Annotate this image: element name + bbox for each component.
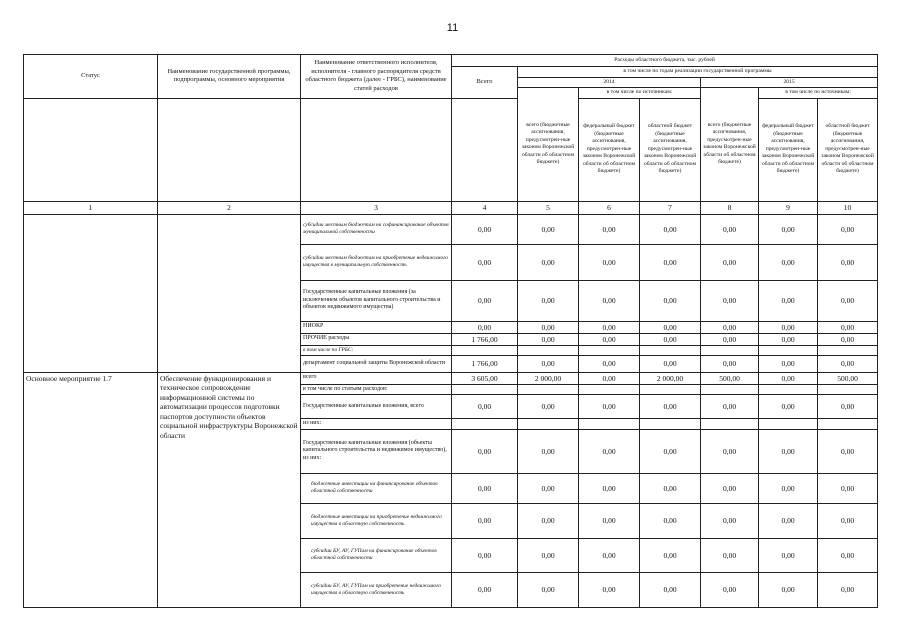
header-spacer [301,98,452,201]
value-cell: 0,00 [452,503,518,538]
value-cell: 0,00 [640,429,701,473]
row-label: всего [301,372,452,384]
value-cell: 0,00 [518,244,579,280]
value-cell: 0,00 [701,214,759,244]
header-year-2015: 2015 [701,77,878,88]
value-cell [759,419,818,430]
value-cell: 0,00 [579,395,640,419]
col-number: 6 [579,201,640,214]
row-label: в том числе по ГРБС: [301,345,452,355]
value-cell: 0,00 [518,395,579,419]
value-cell [452,419,518,430]
value-cell: 0,00 [579,355,640,372]
row-label: субсидии БУ, АУ, ГУПам на приобретение недвижимого имущества в областную собственность [301,572,452,607]
value-cell: 2 000,00 [640,372,701,384]
value-cell: 0,00 [701,429,759,473]
value-cell: 0,00 [518,503,579,538]
value-cell: 0,00 [452,473,518,503]
value-cell: 0,00 [759,429,818,473]
header-regional-2014: областной бюджет (бюджетные ассигнования, предусмотрен-ные законом Воронежской области об областном бюджете) [640,98,701,201]
header-spacer [24,98,158,201]
header-by-sources-2014: в том числе по источникам: [579,88,701,99]
header-spacer [452,98,518,201]
col-number: 9 [759,201,818,214]
header-status: Статус [24,55,158,99]
value-cell: 0,00 [818,538,878,572]
value-cell: 0,00 [579,333,640,345]
value-cell: 0,00 [640,395,701,419]
value-cell: 0,00 [452,214,518,244]
value-cell: 0,00 [818,572,878,607]
col-number: 3 [301,201,452,214]
table-row [24,214,878,244]
header-all-budget-2014: всего (бюджетные ассигнования, предусмотрен-ные законом Воронежской области об областном бюджете) [518,88,579,202]
value-cell: 0,00 [701,333,759,345]
value-cell: 0,00 [818,244,878,280]
value-cell: 0,00 [640,214,701,244]
header-regional-2015: областной бюджет (бюджетные ассигнования, предусмотрен-ные законом Воронежской области об областном бюджете) [818,98,878,201]
value-cell: 0,00 [640,244,701,280]
column-numbers-row [24,201,878,214]
value-cell: 0,00 [518,572,579,607]
value-cell [640,419,701,430]
value-cell [518,345,579,355]
value-cell [518,384,579,395]
row-label: ПРОЧИЕ расходы [301,333,452,345]
value-cell: 0,00 [818,333,878,345]
row-label: в том числе по статьям расходов: [301,384,452,395]
value-cell: 0,00 [759,473,818,503]
value-cell: 0,00 [518,473,579,503]
value-cell: 0,00 [818,473,878,503]
header-year-2014: 2014 [518,77,701,88]
value-cell: 0,00 [579,572,640,607]
value-cell: 0,00 [701,572,759,607]
row-label: субсидии местным бюджетам на приобретение недвижимого имущества в муниципальную собственность [301,244,452,280]
value-cell: 0,00 [518,429,579,473]
header-all-budget-2015: всего (бюджетные ассигнования, предусмотрен-ные законом Воронежской области об областном бюджете) [701,88,759,202]
header-by-years: в том числе по годам реализации государственной программы [518,67,878,78]
value-cell: 1 766,00 [452,355,518,372]
header-executor: Наименование ответственного исполнителя, исполнителя - главного распорядителя средств областного бюджета (далее - ГРБС), наименование статей расходов [301,55,452,99]
value-cell [452,345,518,355]
activity-status: Основное мероприятие 1.7 [24,372,158,607]
value-cell: 0,00 [759,214,818,244]
row-label: департамент социальной защиты Воронежской области [301,355,452,372]
value-cell: 0,00 [701,321,759,333]
row-label: бюджетные инвестиции на финансирование объектов областной собственности [301,473,452,503]
col-number: 5 [518,201,579,214]
header-by-sources-2015: в том числе по источникам: [759,88,878,99]
row-label: Государственные капитальные вложения, всего [301,395,452,419]
value-cell: 0,00 [579,244,640,280]
value-cell: 0,00 [518,321,579,333]
value-cell [759,345,818,355]
value-cell: 0,00 [640,473,701,503]
value-cell: 0,00 [518,538,579,572]
value-cell: 0,00 [701,473,759,503]
value-cell: 0,00 [759,372,818,384]
value-cell [579,384,640,395]
value-cell: 0,00 [452,321,518,333]
col-number: 4 [452,201,518,214]
value-cell: 0,00 [452,280,518,321]
value-cell [818,384,878,395]
value-cell: 0,00 [759,538,818,572]
value-cell: 0,00 [818,321,878,333]
value-cell: 0,00 [759,503,818,538]
value-cell: 0,00 [759,395,818,419]
value-cell: 0,00 [701,395,759,419]
col-number: 1 [24,201,158,214]
name-cell-empty [158,214,301,372]
value-cell: 0,00 [759,244,818,280]
value-cell [452,384,518,395]
budget-table [23,54,878,608]
row-label: Государственные капитальные вложения (за исключением объектов капитального строительства и объектов недвижимого имущества) [301,280,452,321]
status-cell-empty [24,214,158,372]
value-cell: 0,00 [518,214,579,244]
value-cell: 1 766,00 [452,333,518,345]
value-cell: 0,00 [759,572,818,607]
value-cell: 0,00 [579,503,640,538]
value-cell: 0,00 [640,538,701,572]
value-cell: 0,00 [818,503,878,538]
value-cell: 0,00 [759,321,818,333]
value-cell: 0,00 [701,355,759,372]
value-cell [640,345,701,355]
value-cell [579,419,640,430]
value-cell: 0,00 [579,372,640,384]
value-cell [640,384,701,395]
value-cell: 0,00 [818,280,878,321]
value-cell [759,384,818,395]
value-cell: 0,00 [518,333,579,345]
value-cell: 0,00 [818,355,878,372]
value-cell: 0,00 [640,503,701,538]
value-cell: 0,00 [818,429,878,473]
table-row [24,372,878,384]
value-cell: 0,00 [640,321,701,333]
row-label: из них: [301,419,452,430]
value-cell: 0,00 [818,395,878,419]
col-number: 7 [640,201,701,214]
value-cell: 0,00 [579,321,640,333]
row-label: Государственные капитальные вложения (объекты капитального строительства и недвижимое имущество), из них: [301,429,452,473]
row-label: НИОКР [301,321,452,333]
value-cell: 0,00 [640,572,701,607]
value-cell: 0,00 [579,214,640,244]
col-number: 10 [818,201,878,214]
value-cell: 0,00 [452,538,518,572]
value-cell: 500,00 [701,372,759,384]
header-spacer [158,98,301,201]
value-cell [701,384,759,395]
value-cell: 0,00 [640,280,701,321]
col-number: 2 [158,201,301,214]
value-cell: 0,00 [701,503,759,538]
value-cell: 0,00 [701,280,759,321]
value-cell: 500,00 [818,372,878,384]
value-cell [518,419,579,430]
value-cell: 0,00 [452,572,518,607]
value-cell: 0,00 [579,429,640,473]
value-cell [579,345,640,355]
value-cell: 0,00 [759,333,818,345]
row-label: бюджетные инвестиции на приобретение недвижимого имущества в областную собственность [301,503,452,538]
row-label: субсидии БУ, АУ, ГУПам на финансирование объектов областной собственности [301,538,452,572]
value-cell: 0,00 [518,355,579,372]
header-program-name: Наименование государственной программы, подпрограммы, основного мероприятия [158,55,301,99]
value-cell: 0,00 [579,538,640,572]
value-cell: 0,00 [579,280,640,321]
value-cell: 0,00 [640,355,701,372]
value-cell: 0,00 [452,395,518,419]
header-total: Всего [452,67,518,99]
header-federal-2014: федеральный бюджет (бюджетные ассигнования, предусмотрен-ные законом Воронежской области об областном бюджете) [579,98,640,201]
page-number: 11 [446,22,459,34]
value-cell: 0,00 [640,333,701,345]
header-federal-2015: федеральный бюджет (бюджетные ассигнования, предусмотрен-ные законом Воронежской области об областном бюджете) [759,98,818,201]
value-cell: 3 605,00 [452,372,518,384]
value-cell: 0,00 [701,244,759,280]
value-cell: 0,00 [701,538,759,572]
value-cell [701,345,759,355]
value-cell: 2 000,00 [518,372,579,384]
value-cell: 0,00 [452,429,518,473]
value-cell [701,419,759,430]
value-cell [818,345,878,355]
header-expenses: Расходы областного бюджета, тыс. рублей [452,55,878,67]
value-cell: 0,00 [518,280,579,321]
col-number: 8 [701,201,759,214]
value-cell: 0,00 [759,280,818,321]
value-cell: 0,00 [579,473,640,503]
row-label: субсидии местным бюджетам на софинансирование объектов муниципальной собственности [301,214,452,244]
value-cell [818,419,878,430]
value-cell: 0,00 [818,214,878,244]
value-cell: 0,00 [759,355,818,372]
activity-name: Обеспечение функционирования и техническое сопровождение информационной системы по автоматизации процессов подготовки паспортов доступности объектов социальной инфраструктуры Воронежской области [158,372,301,607]
value-cell: 0,00 [452,244,518,280]
